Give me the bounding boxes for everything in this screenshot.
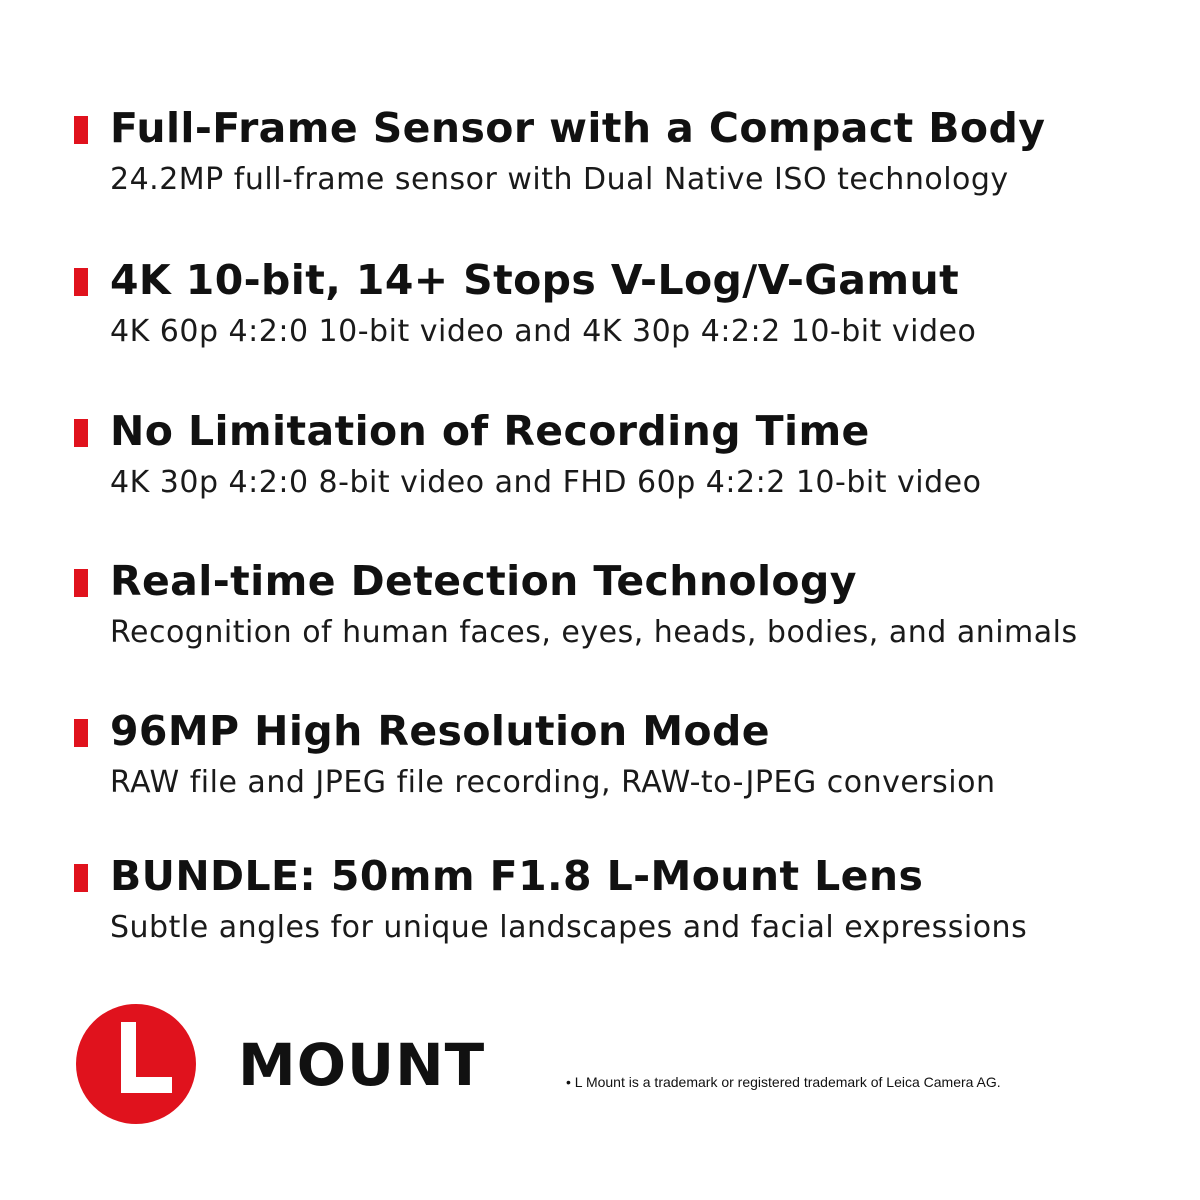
feature-item <box>0 848 1200 968</box>
feature-description: 4K 60p 4:2:0 10-bit video and 4K 30p 4:2:2 10-bit video <box>110 314 977 349</box>
logo-text: MOUNT <box>238 1031 486 1099</box>
feature-title: No Limitation of Recording Time <box>110 407 870 455</box>
feature-description: Recognition of human faces, eyes, heads, bodies, and animals <box>110 615 1078 650</box>
red-bullet-icon <box>74 419 88 447</box>
feature-description: RAW file and JPEG file recording, RAW-to-JPEG conversion <box>110 765 996 800</box>
feature-item <box>0 553 1200 673</box>
red-bullet-icon <box>74 116 88 144</box>
feature-item <box>0 252 1200 372</box>
feature-description: 24.2MP full-frame sensor with Dual Native ISO technology <box>110 162 1009 197</box>
feature-title: Real-time Detection Technology <box>110 557 857 605</box>
red-bullet-icon <box>74 719 88 747</box>
l-mount-logo-icon <box>76 1004 196 1124</box>
feature-description: 4K 30p 4:2:0 8-bit video and FHD 60p 4:2:2 10-bit video <box>110 465 982 500</box>
red-bullet-icon <box>74 569 88 597</box>
feature-title: 4K 10-bit, 14+ Stops V-Log/V-Gamut <box>110 256 960 304</box>
trademark-footnote: • L Mount is a trademark or registered trademark of Leica Camera AG. <box>566 1074 1001 1090</box>
feature-item <box>0 100 1200 220</box>
red-bullet-icon <box>74 268 88 296</box>
red-bullet-icon <box>74 864 88 892</box>
feature-item <box>0 703 1200 823</box>
feature-title: Full-Frame Sensor with a Compact Body <box>110 104 1046 152</box>
feature-title: BUNDLE: 50mm F1.8 L-Mount Lens <box>110 852 924 900</box>
feature-description: Subtle angles for unique landscapes and facial expressions <box>110 910 1028 945</box>
feature-title: 96MP High Resolution Mode <box>110 707 770 755</box>
feature-item <box>0 403 1200 523</box>
